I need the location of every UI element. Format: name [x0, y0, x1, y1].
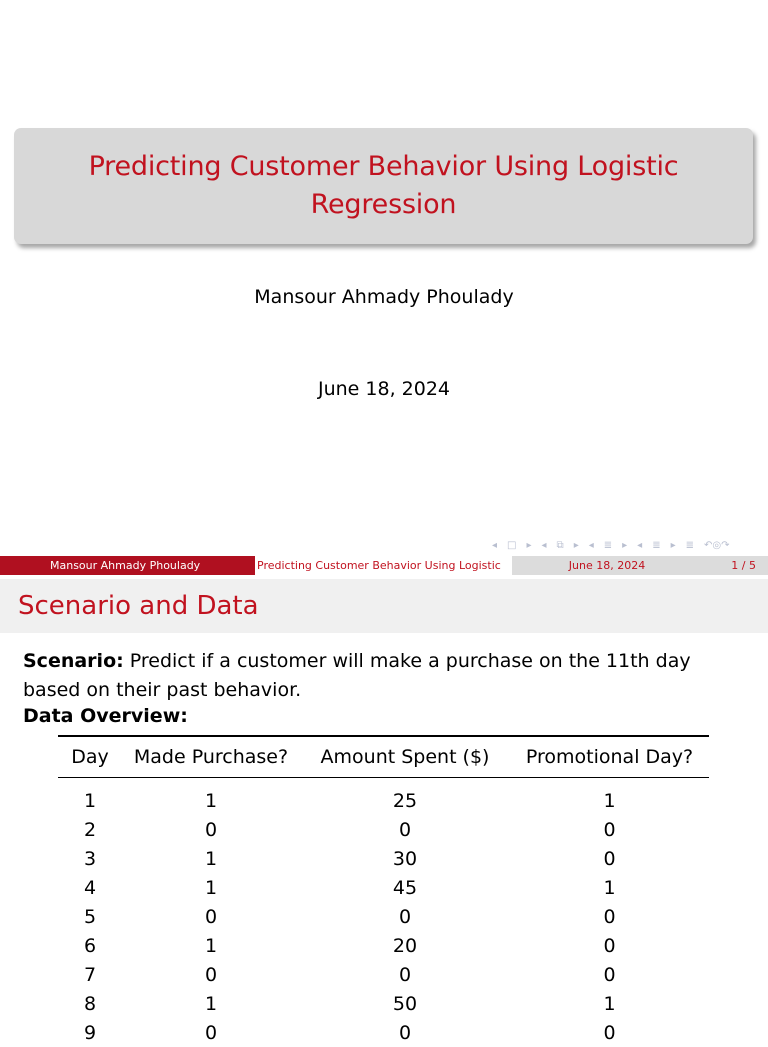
nav-section-next-icon[interactable]: ▸: [671, 540, 676, 551]
table-cell: 1: [122, 989, 300, 1018]
column-header-promotional-day: Promotional Day?: [510, 736, 709, 778]
table-header-row: [58, 736, 709, 778]
scenario-label: Scenario:: [23, 650, 124, 672]
table-cell: 3: [58, 844, 122, 873]
table-cell: 2: [58, 815, 122, 844]
table-cell: 50: [300, 989, 510, 1018]
author-name: Mansour Ahmady Phoulady: [0, 286, 768, 308]
footer-page-number: 1 / 5: [702, 559, 768, 572]
table-cell: 6: [58, 931, 122, 960]
nav-frame-prev-icon[interactable]: ◂: [542, 540, 547, 551]
table-cell: 0: [300, 960, 510, 989]
table-cell: 0: [122, 815, 300, 844]
table-cell: 0: [510, 844, 709, 873]
presentation-title-line-1: Predicting Customer Behavior Using Logistic: [89, 148, 679, 186]
table-row: [58, 873, 709, 902]
footer-info: [512, 556, 768, 575]
table-cell: 1: [58, 778, 122, 816]
table-cell: 1: [510, 778, 709, 816]
table-cell: 9: [58, 1018, 122, 1047]
nav-document-icon[interactable]: ≣: [686, 540, 694, 551]
table-cell: 1: [122, 931, 300, 960]
scenario-paragraph: [23, 647, 743, 705]
frame-title-bar: [0, 579, 768, 633]
table-cell: 25: [300, 778, 510, 816]
nav-subsection-prev-icon[interactable]: ◂: [589, 540, 594, 551]
nav-subsection-icon[interactable]: ≣: [604, 540, 612, 551]
nav-search-icon[interactable]: ↶◎↷: [704, 540, 729, 551]
table-cell: 45: [300, 873, 510, 902]
table-row: [58, 989, 709, 1018]
table-cell: 0: [510, 902, 709, 931]
table-cell: 1: [122, 844, 300, 873]
table-cell: 0: [300, 1018, 510, 1047]
table-cell: 0: [300, 815, 510, 844]
table-row: [58, 902, 709, 931]
table-cell: 7: [58, 960, 122, 989]
footer-author: Mansour Ahmady Phoulady: [0, 556, 255, 575]
table-cell: 8: [58, 989, 122, 1018]
table-row: [58, 960, 709, 989]
table-cell: 1: [122, 873, 300, 902]
nav-section-icon[interactable]: ≣: [652, 540, 660, 551]
table-cell: 0: [122, 902, 300, 931]
table-cell: 0: [510, 1018, 709, 1047]
table-cell: 0: [122, 960, 300, 989]
table-cell: 1: [510, 989, 709, 1018]
nav-frame-next-icon[interactable]: ▸: [574, 540, 579, 551]
table-cell: 4: [58, 873, 122, 902]
nav-slide-prev-icon[interactable]: ◂: [492, 540, 497, 551]
column-header-amount-spent: Amount Spent ($): [300, 736, 510, 778]
title-block: [14, 128, 753, 244]
footer-date: June 18, 2024: [512, 559, 702, 572]
footer-title: Predicting Customer Behavior Using Logistic: [255, 556, 512, 575]
table-row: [58, 844, 709, 873]
table-cell: 0: [122, 1018, 300, 1047]
navigation-bar: [492, 537, 768, 553]
table-cell: 0: [510, 960, 709, 989]
table-cell: 20: [300, 931, 510, 960]
table-body: [58, 778, 709, 1047]
table-cell: 0: [300, 902, 510, 931]
nav-subsection-next-icon[interactable]: ▸: [622, 540, 627, 551]
scenario-text: Predict if a customer will make a purchase on the 11th day based on their past behavior.: [23, 650, 691, 701]
table-row: [58, 931, 709, 960]
presentation-date: June 18, 2024: [0, 378, 768, 400]
nav-frame-icon[interactable]: ⧉: [557, 540, 564, 551]
nav-slide-icon[interactable]: □: [507, 540, 516, 551]
data-overview-label: Data Overview:: [23, 705, 188, 727]
column-header-made-purchase: Made Purchase?: [122, 736, 300, 778]
table-cell: 1: [122, 778, 300, 816]
data-table: [58, 735, 709, 1047]
table-row: [58, 778, 709, 816]
table-cell: 5: [58, 902, 122, 931]
table-cell: 30: [300, 844, 510, 873]
table-cell: 0: [510, 815, 709, 844]
table-cell: 0: [510, 931, 709, 960]
column-header-day: Day: [58, 736, 122, 778]
presentation-title-line-2: Regression: [311, 186, 457, 224]
table-row: [58, 815, 709, 844]
nav-slide-next-icon[interactable]: ▸: [526, 540, 531, 551]
table-cell: 1: [510, 873, 709, 902]
frame-title: Scenario and Data: [18, 591, 259, 621]
slide-footer: [0, 556, 768, 575]
nav-section-prev-icon[interactable]: ◂: [637, 540, 642, 551]
table-row: [58, 1018, 709, 1047]
